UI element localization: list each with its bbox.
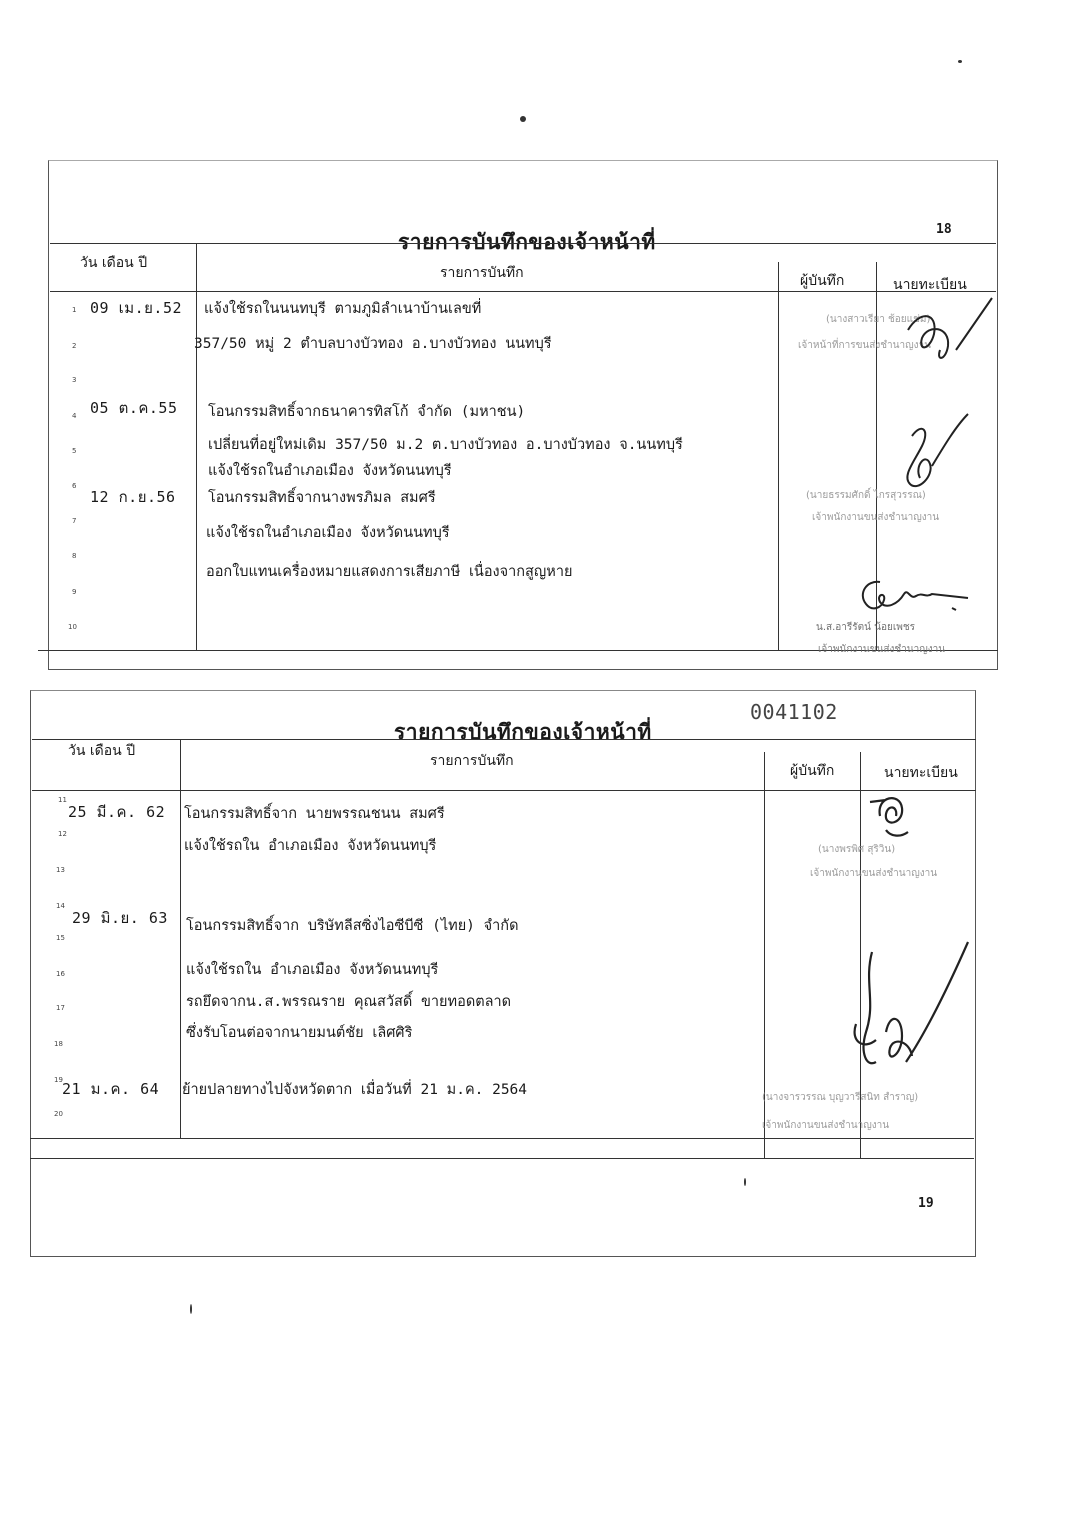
entry-line: ซึ่งรับโอนต่อจากนายมนต์ชัย เลิศศิริ [186,1025,413,1041]
entry-line: ย้ายปลายทางไปจังหวัดตาก เมื่อวันที่ 21 ม.ค. 2564 [182,1082,528,1098]
entry-line: แจ้งใช้รถในอำเภอเมือง จังหวัดนนทบุรี [206,525,450,541]
entry-line: แจ้งใช้รถใน อำเภอเมือง จังหวัดนนทบุรี [186,962,439,978]
row-number: 5 [72,447,77,455]
row-number: 2 [72,342,77,350]
official-stamp-text: เจ้าพนักงานขนส่งชำนาญงาน [762,1120,890,1131]
sheet2-header-registrar: นายทะเบียน [884,765,958,781]
entry-date: 12 ก.ย.56 [90,488,176,506]
document-number: 0041102 [750,700,838,724]
entry-date: 05 ต.ค.55 [90,399,178,417]
official-stamp-text: เจ้าพนักงานขนส่งชำนาญงาน [818,644,946,655]
sheet1-header-recorder: ผู้บันทึก [800,273,845,289]
entry-line: โอนกรรมสิทธิ์จากธนาคารทิสโก้ จำกัด (มหาชน) [208,404,526,420]
registrar-signature [852,564,972,620]
registrar-signature [892,406,972,498]
sheet2-top-rule [32,739,976,740]
official-stamp-text: น.ส.อารีรัตน์ น้อยเพชร [816,622,916,633]
row-number: 4 [72,412,77,420]
entry-line: โอนกรรมสิทธิ์จาก นายพรรณชนน สมศรี [184,806,445,822]
row-number: 20 [54,1110,63,1118]
sheet2-header-recorder: ผู้บันทึก [790,763,835,779]
sheet1-title: รายการบันทึกของเจ้าหน้าที่ [398,229,656,254]
sheet2-col-divider-1 [180,739,181,1138]
row-number: 6 [72,482,77,490]
row-number: 1 [72,306,77,314]
scan-speck [190,1304,192,1314]
entry-line: ออกใบแทนเครื่องหมายแสดงการเสียภาษี เนื่องจากสูญหาย [206,564,573,580]
entry-line: แจ้งใช้รถในอำเภอเมือง จังหวัดนนทบุรี [208,463,452,479]
sheet1-col-divider-2 [778,262,779,650]
official-stamp-text: เจ้าหน้าที่การขนส่งชำนาญงาน [798,340,931,351]
row-number: 3 [72,376,77,384]
entry-line: เปลี่ยนที่อยู่ใหม่เดิม 357/50 ม.2 ต.บางบัวทอง อ.บางบัวทอง จ.นนทบุรี [208,437,683,453]
sheet2-bottom-rule [30,1138,974,1139]
entry-date: 21 ม.ค. 64 [62,1080,160,1098]
sheet1-header-rule [50,291,996,292]
sheet2-header-rule [32,790,976,791]
sheet1-header-entry: รายการบันทึก [440,265,524,281]
official-stamp-text: เจ้าพนักงานขนส่งชำนาญงาน [810,868,938,879]
sheet2-header-entry: รายการบันทึก [430,753,514,769]
entry-line: แจ้งใช้รถใน อำเภอเมือง จังหวัดนนทบุรี [184,838,437,854]
scan-speck [520,116,526,122]
row-number: 13 [56,866,65,874]
entry-line: โอนกรรมสิทธิ์จาก บริษัทลีสซิ่งไอซีบีซี (ไทย) จำกัด [186,918,519,934]
scan-speck [744,1178,746,1186]
row-number: 18 [54,1040,63,1048]
entry-line: รถยึดจากน.ส.พรรณราย คุณสวัสดิ์ ขายทอดตลาด [186,994,512,1010]
entry-line: แจ้งใช้รถในนนทบุรี ตามภูมิลำเนาบ้านเลขที่ [204,301,482,317]
registrar-signature [846,932,976,1082]
row-number: 8 [72,552,77,560]
row-number: 17 [56,1004,65,1012]
row-number: 7 [72,517,77,525]
sheet1-header-registrar: นายทะเบียน [893,277,967,293]
official-stamp-text: (นางพรพิศ สุริวิน) [818,844,896,855]
entry-date: 29 มิ.ย. 63 [72,909,168,927]
row-number: 9 [72,588,77,596]
registrar-signature [850,786,920,842]
official-stamp-text: เจ้าพนักงานขนส่งชำนาญงาน [812,512,940,523]
row-number: 14 [56,902,65,910]
sheet1-header-date: วัน เดือน ปี [80,255,148,271]
sheet2-footer-rule [30,1158,974,1159]
official-stamp-text: (นางสาวเรียา ช้อยแช่ม) [826,314,931,325]
registrar-signature [900,290,996,370]
official-stamp-text: (นางจารวรรณ บุญวารีสนิท สำราญ) [762,1092,919,1103]
sheet2-header-date: วัน เดือน ปี [68,743,136,759]
scan-speck [958,60,962,63]
row-number: 16 [56,970,65,978]
official-stamp-text: (นายธรรมศักดิ์ ไกรสุวรรณ) [806,490,926,501]
entry-line: 357/50 หมู่ 2 ตำบลบางบัวทอง อ.บางบัวทอง นนทบุรี [194,336,552,352]
entry-line: โอนกรรมสิทธิ์จากนางพรภิมล สมศรี [208,490,436,506]
sheet1-page-number: 18 [936,222,952,237]
entry-date: 09 เม.ย.52 [90,299,183,317]
entry-date: 25 มี.ค. 62 [68,803,166,821]
sheet1-col-divider-1 [196,243,197,650]
row-number: 15 [56,934,65,942]
row-number: 19 [54,1076,63,1084]
row-number: 10 [68,623,77,631]
row-number: 11 [58,796,67,804]
sheet2-page-number: 19 [918,1196,934,1211]
sheet2-title: รายการบันทึกของเจ้าหน้าที่ [394,719,652,744]
row-number: 12 [58,830,67,838]
sheet1-top-rule [50,243,996,244]
